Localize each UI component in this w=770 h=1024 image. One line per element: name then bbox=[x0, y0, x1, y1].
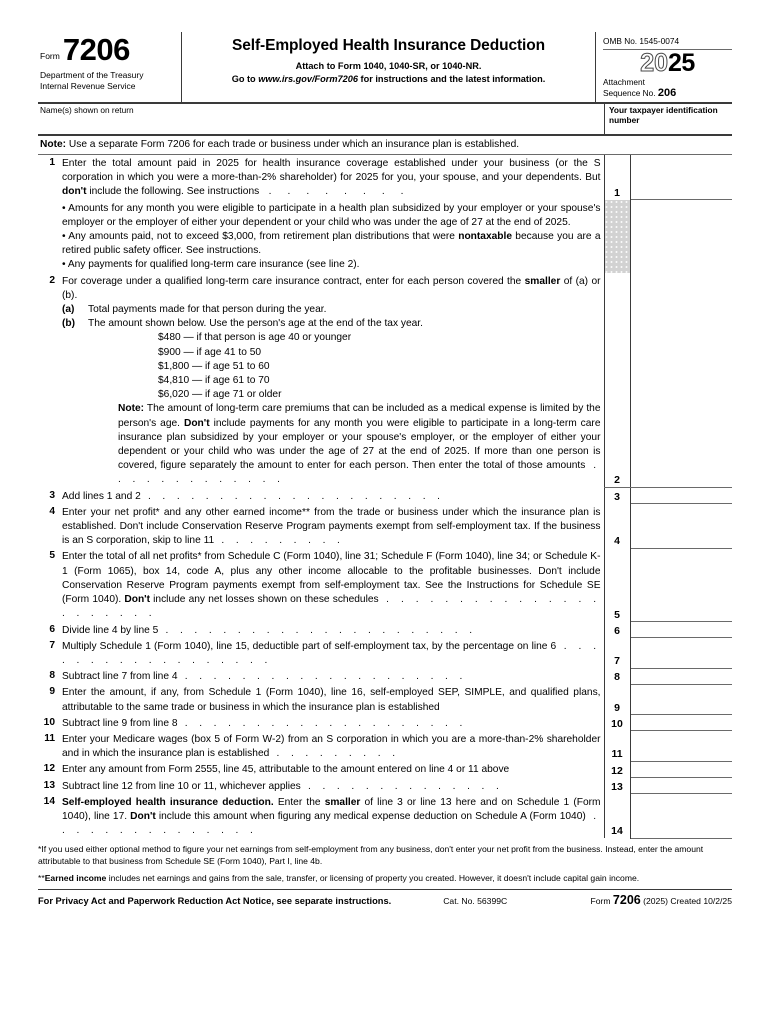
line-2-amount-3: $1,800 — if age 51 to 60 bbox=[158, 360, 270, 372]
amount-box-6[interactable] bbox=[630, 622, 732, 638]
form-word-label: Form bbox=[40, 51, 60, 61]
amount-box-13[interactable] bbox=[630, 778, 732, 794]
line-2-note-bold: Note: bbox=[118, 403, 145, 415]
line-number-blank-b1 bbox=[38, 200, 62, 273]
goto-suffix: for instructions and the latest information. bbox=[357, 74, 546, 84]
amount-box-4[interactable] bbox=[630, 504, 732, 549]
line-10-text: Subtract line 9 from line 8 bbox=[62, 717, 178, 729]
attachment-sequence-row bbox=[603, 88, 732, 99]
line-box-number-9: 9 bbox=[604, 684, 630, 714]
footer-created-date: Created 10/2/25 bbox=[667, 895, 732, 906]
line-box-number-13: 13 bbox=[604, 778, 630, 794]
footer-form-word: Form bbox=[590, 895, 613, 906]
table-row-line-8 bbox=[38, 668, 732, 684]
tin-field-label: Your taxpayer identification number bbox=[609, 105, 718, 125]
table-row-line-4 bbox=[38, 504, 732, 549]
line-1-bullet-1: • Amounts for any month you were eligible to participate in a health plan subsidized by your employer or your spouse's employer or the employer of either your dependent or your child who was under the age of 27 at the end of 2025. bbox=[62, 202, 601, 228]
top-note bbox=[38, 136, 732, 155]
amount-box-10[interactable] bbox=[630, 715, 732, 731]
line-3-text: Add lines 1 and 2 bbox=[62, 490, 141, 502]
attach-to-line: Attach to Form 1040, 1040-SR, or 1040-NR. bbox=[295, 61, 482, 71]
line-number-2: 2 bbox=[49, 274, 55, 286]
line-text-1: Enter the total amount paid in 2025 for health insurance coverage established under your business (or the S corporation in which you were a more-than-2% shareholder) for 2025 for you, your spouse, and your dependents. But don't include the following. See instructions . . . . . . . . bbox=[62, 158, 601, 198]
footnote-double-star-marker: ** bbox=[38, 872, 45, 883]
form-lines-table bbox=[38, 155, 732, 839]
attachment-label-line-1: Attachment bbox=[603, 77, 645, 87]
line-number-3: 3 bbox=[49, 489, 55, 501]
line-number-12: 12 bbox=[43, 763, 55, 775]
form-number: 7206 bbox=[62, 32, 130, 67]
amount-box-5[interactable] bbox=[630, 548, 732, 621]
goto-url-line bbox=[188, 73, 589, 86]
footnote-double-star-bold: Earned income bbox=[44, 872, 107, 883]
shaded-cell-line-1 bbox=[604, 200, 630, 273]
footer-form-identifier bbox=[590, 893, 732, 907]
table-row-line-13 bbox=[38, 778, 732, 794]
amount-box-8[interactable] bbox=[630, 668, 732, 684]
table-row-line-3 bbox=[38, 488, 732, 504]
amount-box-7[interactable] bbox=[630, 638, 732, 668]
form-footer bbox=[38, 890, 732, 907]
table-row-line-1 bbox=[38, 155, 732, 200]
line-number-1: 1 bbox=[49, 157, 55, 168]
table-row-line-11 bbox=[38, 731, 732, 761]
tax-year-outline-part: 20 bbox=[640, 49, 668, 77]
form-identifier bbox=[38, 32, 175, 65]
line-text-8: Subtract line 7 from line 4 . . . . . . . . . . . . . . . . . . . . bbox=[62, 671, 467, 683]
line-13-text: Subtract line 12 from line 10 or 11, whichever applies bbox=[62, 780, 301, 792]
table-row-line-2 bbox=[38, 273, 732, 488]
line-number-5: 5 bbox=[49, 550, 55, 562]
line-text-13: Subtract line 12 from line 10 or 11, whichever applies . . . . . . . . . . . . . . bbox=[62, 780, 504, 792]
amount-box-3[interactable] bbox=[630, 488, 732, 504]
line-box-number-3: 3 bbox=[604, 488, 630, 504]
line-box-number-5: 5 bbox=[604, 548, 630, 621]
top-note-bold: Note: bbox=[40, 139, 67, 150]
line-number-6: 6 bbox=[49, 623, 55, 635]
footnotes bbox=[38, 839, 732, 884]
line-2-sub-a-label: (a) bbox=[62, 304, 75, 316]
department-block bbox=[38, 65, 175, 91]
table-row-line-5 bbox=[38, 548, 732, 621]
amount-box-14[interactable] bbox=[630, 794, 732, 839]
header-right-block bbox=[595, 32, 732, 102]
attachment-sequence-number: 206 bbox=[657, 86, 677, 99]
table-row-line-12 bbox=[38, 761, 732, 777]
line-number-14: 14 bbox=[43, 795, 55, 807]
line-number-10: 10 bbox=[43, 716, 55, 728]
line-8-text: Subtract line 7 from line 4 bbox=[62, 671, 178, 683]
form-header bbox=[38, 32, 732, 104]
table-row-line-14 bbox=[38, 794, 732, 839]
line-number-9: 9 bbox=[49, 686, 55, 698]
footnote-double-star-text: includes net earnings and gains from the sale, transfer, or licensing of property you created. However, it doesn't include capital gain income. bbox=[106, 872, 640, 883]
amount-box-11[interactable] bbox=[630, 731, 732, 761]
line-text-11: Enter your Medicare wages (box 5 of Form W-2) from an S corporation in which you are a more-than-2% shareholder and in which the insurance plan is established . . . . . . . . . bbox=[62, 733, 601, 760]
line-1-bullets bbox=[62, 200, 604, 273]
line-2-amount-1: $480 — if that person is age 40 or younger bbox=[158, 332, 352, 344]
amount-box-9[interactable] bbox=[630, 684, 732, 714]
goto-prefix: Go to bbox=[231, 74, 259, 84]
amount-box-2[interactable] bbox=[630, 273, 732, 488]
table-row-line-10 bbox=[38, 715, 732, 731]
line-number-11: 11 bbox=[44, 732, 55, 744]
line-2-amount-5: $6,020 — if age 71 or older bbox=[158, 389, 282, 401]
header-left-block bbox=[38, 32, 182, 102]
irs-url[interactable]: www.irs.gov/Form7206 bbox=[258, 74, 358, 84]
identity-row bbox=[38, 104, 732, 136]
line-2-sub-b-text: The amount shown below. Use the person's age at the end of the tax year. bbox=[88, 318, 423, 330]
table-row-line-7 bbox=[38, 638, 732, 668]
line-box-number-11: 11 bbox=[604, 731, 630, 761]
line-12-text: Enter any amount from Form 2555, line 45, attributable to the amount entered on line 4 or 11 above bbox=[62, 764, 510, 776]
line-text-6: Divide line 4 by line 5 . . . . . . . . . . . . . . . . . . . . . . bbox=[62, 624, 477, 636]
line-2-sub-b-label: (b) bbox=[62, 318, 76, 330]
top-note-text: Use a separate Form 7206 for each trade or business under which an insurance plan is established. bbox=[66, 139, 520, 150]
line-number-7: 7 bbox=[49, 639, 55, 651]
department-line-1: Department of the Treasury bbox=[40, 70, 144, 80]
line-box-number-1: 1 bbox=[604, 155, 630, 200]
line-box-number-12: 12 bbox=[604, 761, 630, 777]
line-2-sub-a bbox=[62, 303, 601, 317]
amount-box-1[interactable] bbox=[630, 155, 732, 200]
footnote-double-star bbox=[38, 872, 732, 884]
line-2-amount-2: $900 — if age 41 to 50 bbox=[158, 346, 262, 358]
attachment-sequence bbox=[603, 76, 732, 98]
attachment-label-line-2: Sequence No. bbox=[603, 87, 656, 98]
line-text-2 bbox=[62, 273, 604, 488]
line-2-note: Note: The amount of long-term care premiums that can be included as a medical expense is limited by the person's age. Don't include payments for any month you were eligible to participate in a long-term care insurance plan subsidized by your employer or your spouse's employer, or the employer of either your dependent or your child who was under the age of 27 at the end of 2025. If more than one person is covered, figure separately the amount to enter for each person. Then enter the total of those amounts . . . . . . . . . . . . . bbox=[118, 403, 601, 486]
table-row-line-1-bullets bbox=[38, 200, 732, 273]
page-title: Self-Employed Health Insurance Deduction bbox=[232, 37, 545, 54]
amount-box-blank-b1 bbox=[630, 200, 732, 273]
catalog-number: Cat. No. 56399C bbox=[443, 895, 508, 906]
name-field[interactable] bbox=[38, 104, 605, 134]
line-text-7: Multiply Schedule 1 (Form 1040), line 15, deductible part of self-employment tax, by the percentage on line 6 . . . . . . . . . . . . . . . . . . bbox=[62, 640, 601, 666]
line-box-number-6: 6 bbox=[604, 622, 630, 638]
line-box-number-2: 2 bbox=[604, 273, 630, 488]
line-box-number-8: 8 bbox=[604, 668, 630, 684]
line-text-3: Add lines 1 and 2 . . . . . . . . . . . . . . . . . . . . . bbox=[62, 490, 445, 502]
line-box-number-14: 14 bbox=[604, 794, 630, 839]
form-body bbox=[38, 32, 732, 907]
line-2-sub-b bbox=[62, 317, 601, 331]
amount-box-12[interactable] bbox=[630, 761, 732, 777]
line-box-number-10: 10 bbox=[604, 715, 630, 731]
tax-year-solid-part: 25 bbox=[668, 49, 695, 77]
footer-year: (2025) bbox=[640, 895, 668, 906]
footnote-single-star: *If you used either optional method to figure your net earnings from self-employment from any business, don't enter your net profit from the business. Instead, enter the amount attributable to that business from Schedule SE (Form 1040), Part I, line 4b. bbox=[38, 843, 704, 866]
line-text-12 bbox=[62, 761, 604, 777]
line-text-5: Enter the total of all net profits* from Schedule C (Form 1040), line 31; Schedule F (Form 1040), line 34; or Schedule K-1 (Form 1065), box 14, code A, plus any other income allocable to the profitable businesses. Don't include Conservation Reserve Program payments exempt from self-employment tax. See the Instructions for Schedule SE (Form 1040). Don't include any net losses shown on these schedules . . . . . . . . . . . . . . . . . . . . . . bbox=[62, 551, 601, 620]
header-title-block bbox=[182, 32, 595, 102]
line-1-bullet-2: • Any amounts paid, not to exceed $3,000, from retirement plan distributions that were nontaxable because you are a retired public safety officer. See instructions. bbox=[62, 231, 601, 257]
line-number-8: 8 bbox=[49, 670, 55, 682]
line-box-number-4: 4 bbox=[604, 504, 630, 549]
department-line-2: Internal Revenue Service bbox=[40, 80, 136, 91]
footer-form-number: 7206 bbox=[612, 892, 641, 907]
tin-field[interactable] bbox=[605, 104, 732, 134]
line-text-4: Enter your net profit* and any other earned income** from the trade or business under which the insurance plan is established. Don't include Conservation Reserve Program payments exempt from self-employment tax. If the business is an S corporation, skip to line 11 . . . . . . . . . bbox=[62, 506, 601, 547]
line-text-14: Self-employed health insurance deduction. Enter the smaller of line 3 or line 13 here and on Schedule 1 (Form 1040), line 17. Don't include this amount when figuring any medical expense deduction on Schedule A (Form 1040) . . . . . . . . . . . . . . . bbox=[62, 796, 601, 837]
omb-number: OMB No. 1545-0074 bbox=[603, 32, 732, 50]
line-9-text: Enter the amount, if any, from Schedule 1 (Form 1040), line 16, self-employed SEP, SIMPLE, and qualified plans, attributable to the same trade or business in which the insurance plan is established bbox=[62, 687, 601, 713]
line-box-number-7: 7 bbox=[604, 638, 630, 668]
line-2-intro: For coverage under a qualified long-term care insurance contract, enter for each person covered the smaller of (a) or (b). bbox=[62, 275, 601, 301]
line-number-13: 13 bbox=[43, 779, 55, 791]
table-row-line-6 bbox=[38, 622, 732, 638]
line-1-bullet-3: • Any payments for qualified long-term care insurance (see line 2). bbox=[62, 259, 360, 271]
table-row-line-9 bbox=[38, 684, 732, 714]
line-2-amount-4: $4,810 — if age 61 to 70 bbox=[158, 375, 270, 387]
line-number-4: 4 bbox=[49, 505, 55, 517]
line-text-10: Subtract line 9 from line 8 . . . . . . . . . . . . . . . . . . . . bbox=[62, 717, 467, 729]
line-text-9 bbox=[62, 684, 604, 714]
tax-year bbox=[603, 50, 732, 76]
line-6-text: Divide line 4 by line 5 bbox=[62, 624, 159, 636]
name-field-label: Name(s) shown on return bbox=[40, 105, 134, 115]
line-2-sub-a-text: Total payments made for that person during the year. bbox=[88, 304, 327, 316]
privacy-act-notice: For Privacy Act and Paperwork Reduction Act Notice, see separate instructions. bbox=[38, 895, 392, 906]
